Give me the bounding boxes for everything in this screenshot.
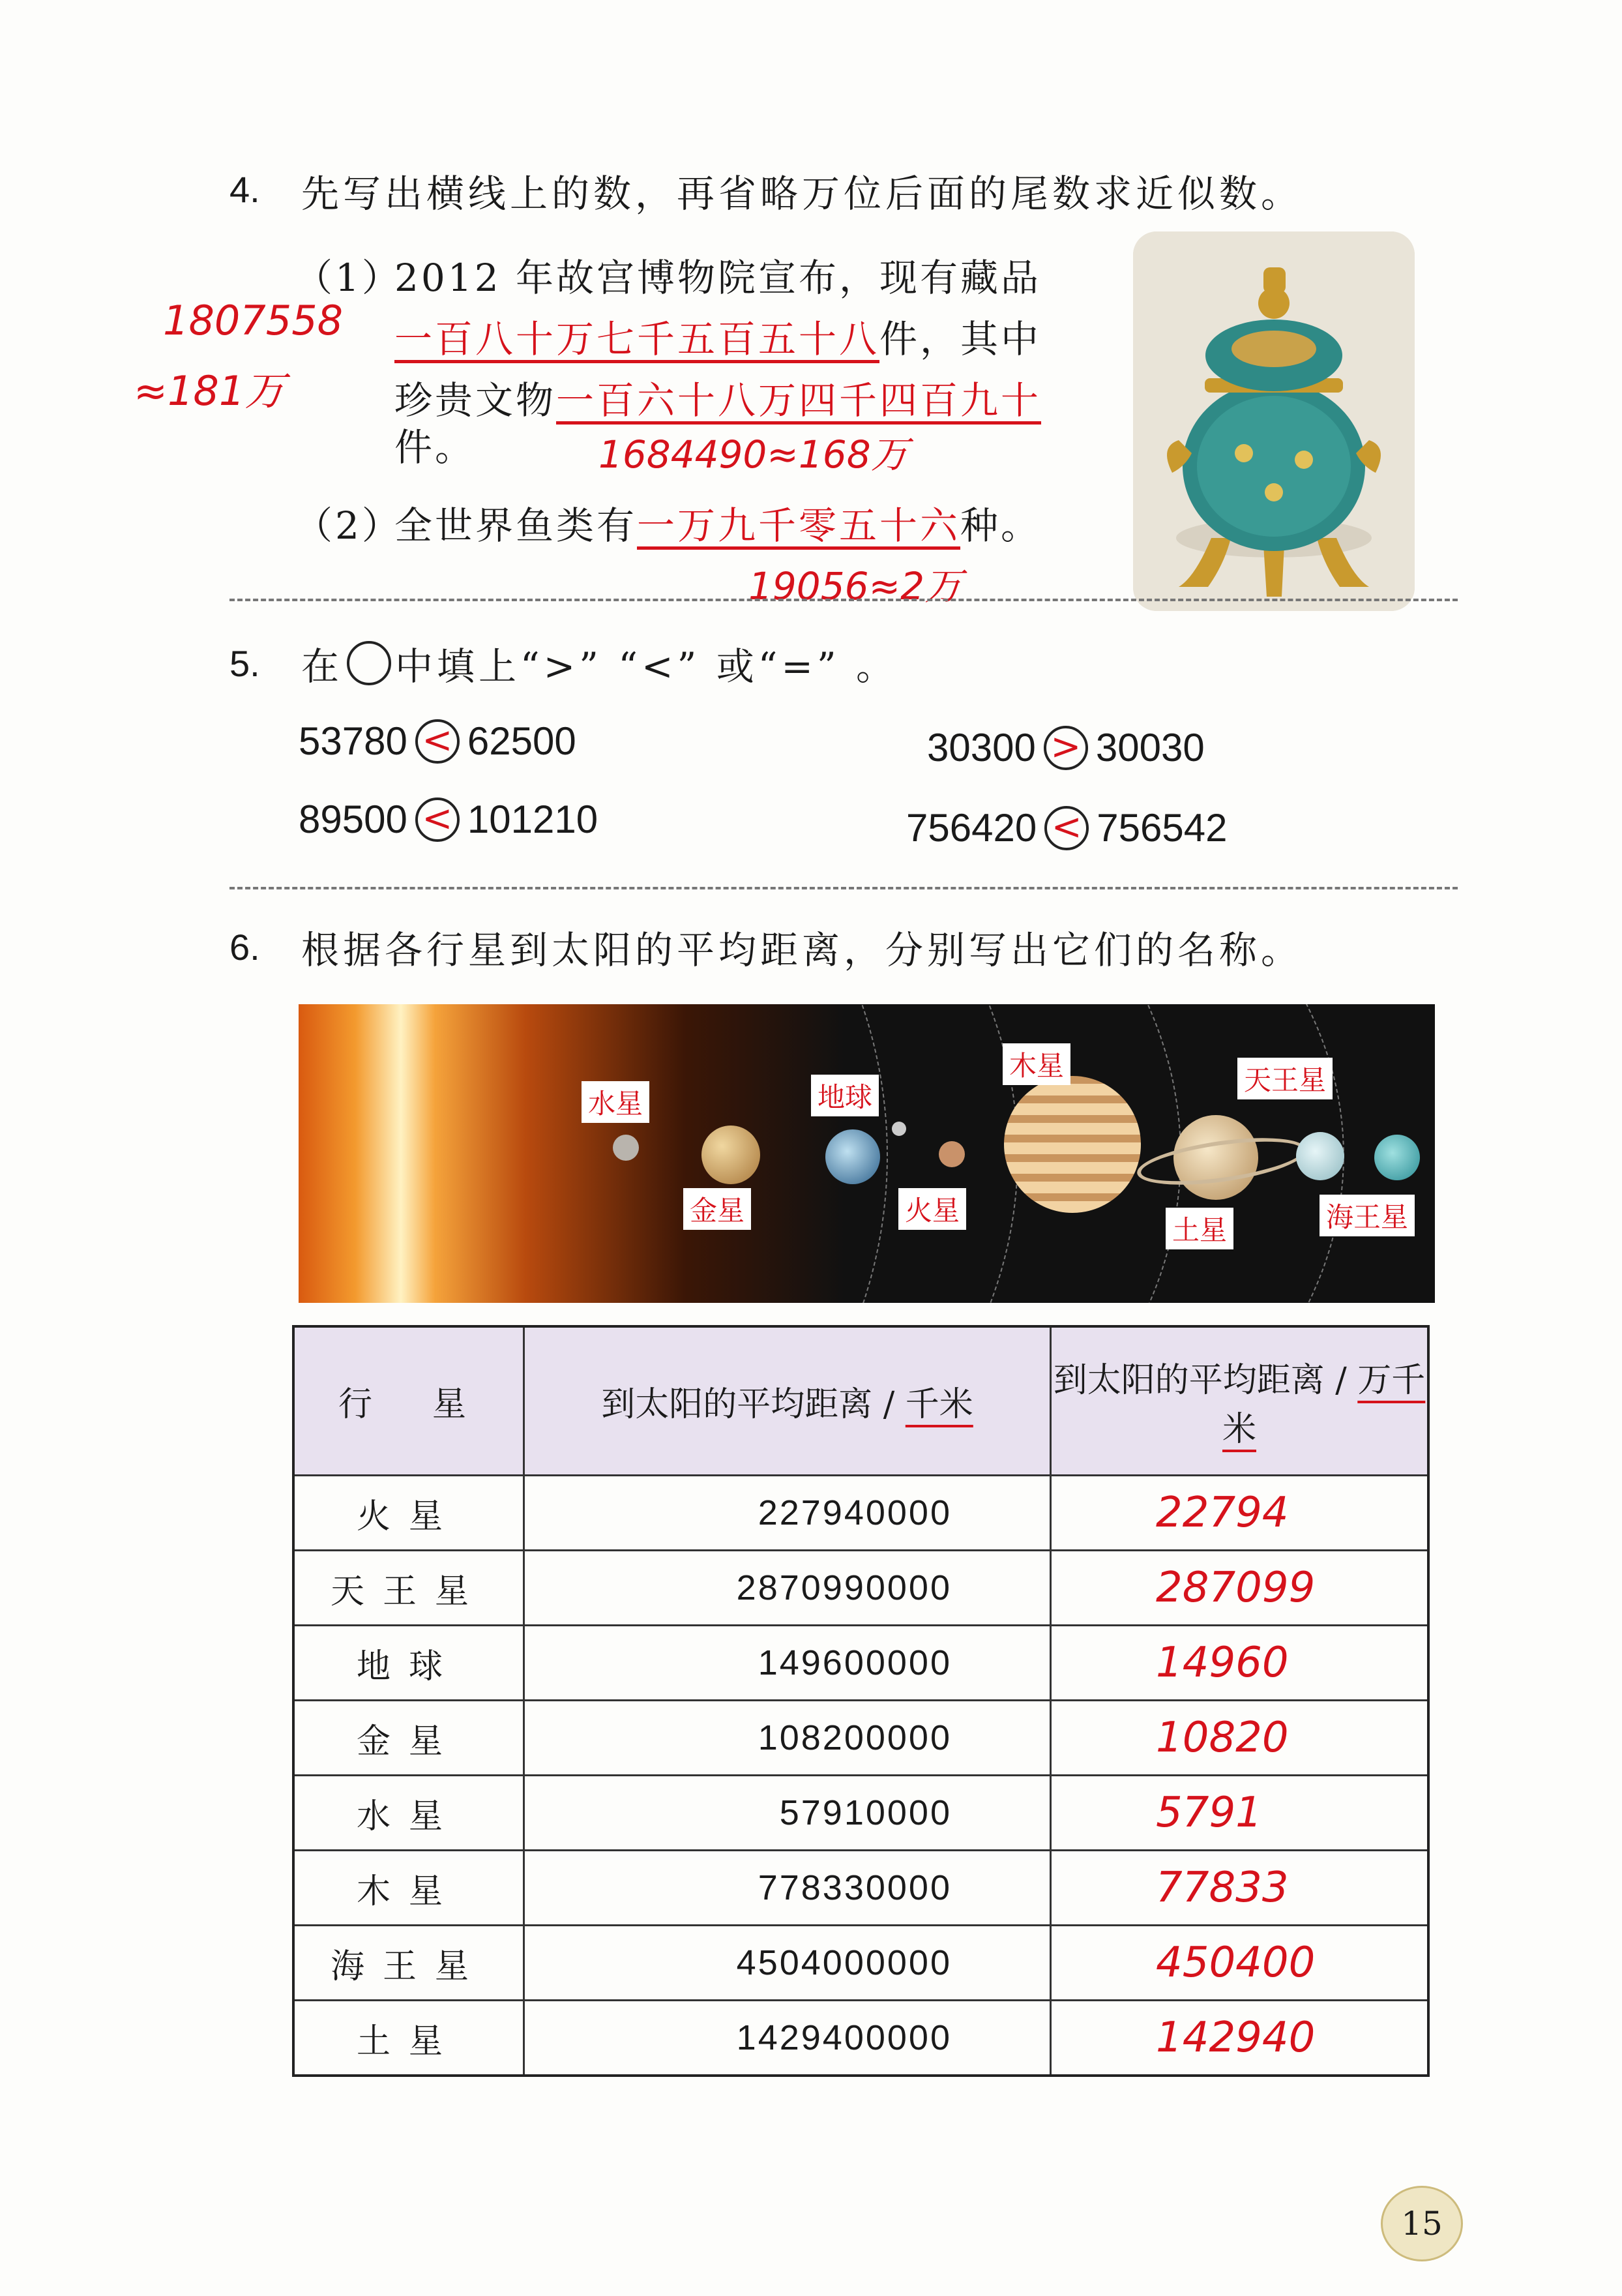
distance-wan-km[interactable]: 14960 (1051, 1626, 1429, 1701)
q4-after1: 件，其中 (879, 317, 1042, 361)
header-planet: 行 星 (293, 1326, 524, 1476)
header-km (524, 1326, 1051, 1476)
compare-item (906, 805, 1227, 850)
header-km-text: 到太阳的平均距离 / (601, 1385, 906, 1424)
distance-wan-km[interactable]: 450400 (1051, 1926, 1429, 2001)
distance-km: 4504000000 (524, 1926, 1051, 2001)
q5-prompt (301, 636, 898, 691)
label-saturn: 土星 (1166, 1208, 1233, 1249)
page-number: 15 (1381, 2186, 1463, 2261)
q4-part2-post: 种。 (960, 503, 1042, 548)
q4-part1-line2 (394, 309, 1041, 369)
hw-answer-1a: 1807558 (163, 297, 344, 344)
divider-1 (229, 599, 1458, 601)
q4-blank2: 一百六十八万四千四百九十 (556, 378, 1042, 423)
neptune-planet (1374, 1135, 1420, 1180)
distance-km: 2870990000 (524, 1551, 1051, 1626)
incense-burner-illustration (1133, 231, 1415, 611)
moon (892, 1122, 906, 1136)
q4-part2-label: （2） (295, 503, 402, 548)
compare-left: 30300 (927, 726, 1036, 769)
divider-2 (229, 887, 1458, 889)
distance-wan-km[interactable]: 10820 (1051, 1701, 1429, 1776)
planet-distance-table (292, 1325, 1430, 2077)
compare-answer-circle[interactable]: > (1044, 726, 1088, 770)
q4-part2-blank: 一万九千零五十六 (637, 503, 961, 548)
label-mars: 火星 (898, 1188, 966, 1230)
compare-right: 756542 (1097, 806, 1228, 850)
table-row (293, 1926, 1428, 2001)
q4-part1-line1: 2012 年故宫博物院宣布，现有藏品 (394, 256, 1042, 300)
compare-answer-circle[interactable]: < (415, 798, 460, 842)
table-row (293, 1851, 1428, 1926)
header-wan-text: 到太阳的平均距离 / (1053, 1360, 1358, 1400)
q5-prompt-post: 中填上“>” “<” 或“=” 。 (395, 644, 898, 689)
label-earth: 地球 (811, 1075, 879, 1116)
earth-planet (825, 1129, 880, 1184)
q4-part1-line3 (394, 370, 1041, 430)
mercury-planet (613, 1135, 639, 1161)
q4-part2-pre: 全世界鱼类有 (394, 503, 638, 548)
compare-item (299, 797, 598, 842)
solar-system-image (299, 1004, 1435, 1303)
venus-planet (701, 1126, 760, 1184)
q4-number: 4. (229, 169, 260, 210)
distance-wan-km[interactable]: 77833 (1051, 1851, 1429, 1926)
compare-item (927, 725, 1205, 770)
header-wan-km (1051, 1326, 1429, 1476)
compare-right: 30030 (1095, 726, 1205, 769)
planet-name: 天王星 (293, 1551, 524, 1626)
jupiter-planet (1004, 1076, 1141, 1213)
q5-prompt-pre: 在 (301, 644, 344, 689)
table-row (293, 1776, 1428, 1851)
distance-km: 227940000 (524, 1476, 1051, 1551)
header-wan-unit: 万千米 (1222, 1360, 1426, 1449)
compare-left: 53780 (299, 719, 407, 763)
distance-wan-km[interactable]: 5791 (1051, 1776, 1429, 1851)
distance-wan-km[interactable]: 287099 (1051, 1551, 1429, 1626)
table-row (293, 1701, 1428, 1776)
q4-line3-pre: 珍贵文物 (394, 378, 557, 423)
header-km-unit: 千米 (905, 1385, 973, 1424)
label-mercury: 水星 (582, 1081, 649, 1123)
q4-blank1: 一百八十万七千五百五十八 (394, 317, 880, 361)
compare-item (299, 719, 576, 764)
label-jupiter: 木星 (1003, 1043, 1070, 1085)
hw-answer-2: 1684490≈168万 (598, 432, 909, 477)
compare-left: 89500 (299, 798, 407, 841)
blank-circle-icon (347, 641, 391, 685)
distance-km: 1429400000 (524, 2001, 1051, 2076)
cloisonne-incense-burner-image (1133, 231, 1415, 611)
q4-prompt: 先写出横线上的数，再省略万位后面的尾数求近似数。 (301, 171, 1303, 216)
q4-part1-label: （1） (295, 256, 402, 300)
q4-part1-line4: 件。 (394, 425, 476, 470)
q6-number: 6. (229, 927, 260, 968)
q5-number: 5. (229, 643, 260, 684)
label-venus: 金星 (683, 1188, 751, 1230)
table-row (293, 1476, 1428, 1551)
mars-planet (939, 1141, 965, 1167)
hw-answer-3: 19056≈2万 (748, 564, 963, 608)
hw-answer-1b: ≈181万 (134, 367, 286, 415)
planet-name: 水星 (293, 1776, 524, 1851)
label-neptune: 海王星 (1320, 1195, 1415, 1236)
planet-name: 木星 (293, 1851, 524, 1926)
q6-prompt: 根据各行星到太阳的平均距离，分别写出它们的名称。 (301, 928, 1303, 972)
distance-km: 108200000 (524, 1701, 1051, 1776)
table-row (293, 2001, 1428, 2076)
table-header-row (293, 1326, 1428, 1476)
compare-left: 756420 (906, 806, 1037, 850)
uranus-planet (1296, 1132, 1344, 1180)
compare-answer-circle[interactable]: < (415, 719, 460, 764)
table-row (293, 1551, 1428, 1626)
label-uranus: 天王星 (1237, 1058, 1333, 1099)
compare-right: 101210 (467, 798, 598, 841)
distance-wan-km[interactable]: 22794 (1051, 1476, 1429, 1551)
planet-name: 土星 (293, 2001, 524, 2076)
planet-name: 地球 (293, 1626, 524, 1701)
planet-name: 海王星 (293, 1926, 524, 2001)
planet-name: 金星 (293, 1701, 524, 1776)
distance-km: 778330000 (524, 1851, 1051, 1926)
planet-name: 火星 (293, 1476, 524, 1551)
q4-part2-line (394, 496, 1041, 556)
distance-wan-km[interactable]: 142940 (1051, 2001, 1429, 2076)
compare-right: 62500 (467, 719, 576, 763)
table-row (293, 1626, 1428, 1701)
distance-km: 57910000 (524, 1776, 1051, 1851)
compare-answer-circle[interactable]: < (1044, 806, 1089, 850)
distance-km: 149600000 (524, 1626, 1051, 1701)
